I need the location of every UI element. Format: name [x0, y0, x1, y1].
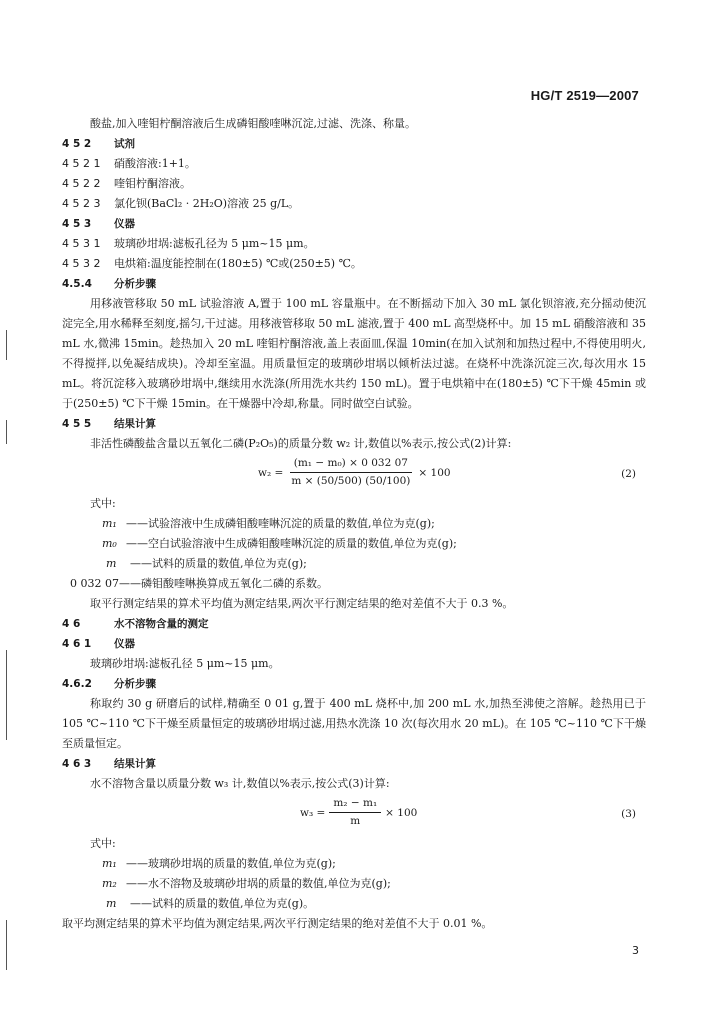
variable-text: ——磷钼酸喹啉换算成五氧化二磷的系数。 — [118, 577, 328, 590]
scan-margin-mark — [6, 650, 7, 740]
clause — [62, 194, 646, 214]
clause — [62, 234, 646, 254]
scan-margin-mark — [6, 330, 7, 360]
section-title: 试剂 — [114, 138, 135, 150]
paragraph: 用移液管移取 50 mL 试验溶液 A,置于 100 mL 容量瓶中。在不断摇动下加入 30 mL 氯化钡溶液,充分摇动使沉淀完全,用水稀释至刻度,摇匀,干过滤。用移液管移取 50 mL 滤液,置于 400 mL 高型烧杯中。加 15 mL 硝酸溶液和 35 mL 水,微沸 15min。趁热加入 20 mL 喹钼柠酮溶液,盖上表面皿,保温 10min(在加入试剂和加热过程中,不得使用明火,不得搅拌,以免凝结成块)。冷却至室温。用质量恒定的玻璃砂坩埚以倾析法过滤。在烧杯中洗涤沉淀三次,每次用水 15 mL。将沉淀移入玻璃砂坩埚中,继续用水洗涤(所用洗水共约 150 mL)。置于电烘箱中在(180±5) ℃下干燥 45min 或于(250±5) ℃下干燥 15min。在干燥器中冷却,称量。同时做空白试验。 — [62, 297, 646, 410]
section-heading — [62, 274, 646, 294]
paragraph: 非活性磷酸盐含量以五氧化二磷(P₂O₅)的质量分数 w₂ 计,数值以%表示,按公式(2)计算: — [90, 437, 512, 450]
section-heading — [62, 414, 646, 434]
equation-number: (3) — [621, 808, 636, 820]
variable-text: ——试料的质量的数值,单位为克(g); — [130, 557, 307, 570]
clause — [62, 174, 646, 194]
paragraph: 取平均测定结果的算术平均值为测定结果,两次平行测定结果的绝对差值不大于 0.01 %。 — [62, 917, 493, 930]
formula-numerator: m₂ − m₁ — [329, 796, 381, 813]
section-number: 4.5.4 — [62, 278, 92, 290]
variable-text: ——空白试验溶液中生成磷钼酸喹啉沉淀的质量的数值,单位为克(g); — [126, 537, 457, 550]
formula-3 — [62, 794, 646, 834]
paragraph: 酸盐,加入喹钼柠酮溶液后生成磷钼酸喹啉沉淀,过滤、洗涤、称量。 — [90, 117, 416, 130]
variable-definition — [62, 894, 646, 914]
variable-definition — [62, 874, 646, 894]
section-number: 4 6 3 — [62, 758, 92, 770]
formula-lhs: w₂ = — [258, 466, 284, 479]
section-title: 结果计算 — [114, 758, 156, 770]
scan-margin-mark — [6, 420, 7, 444]
clause-number: 4 5 2 1 — [62, 157, 101, 170]
section-title: 水不溶物含量的测定 — [114, 618, 209, 630]
formula-numerator: (m₁ − m₀) × 0 032 07 — [290, 456, 412, 473]
formula-lhs: w₃ = — [300, 806, 326, 819]
section-number: 4 5 3 — [62, 218, 92, 230]
clause-number: 4 5 3 2 — [62, 257, 101, 270]
page-number: 3 — [632, 944, 639, 957]
section-title: 结果计算 — [114, 418, 156, 430]
formula-fraction — [329, 796, 381, 829]
section-title: 仪器 — [114, 638, 135, 650]
section-number: 4 6 — [62, 618, 81, 630]
variable-definition — [62, 854, 646, 874]
variable-symbol: 0 032 07 — [70, 577, 119, 590]
clause — [62, 254, 646, 274]
section-number: 4 5 2 — [62, 138, 92, 150]
paragraph: 玻璃砂坩埚:滤板孔径 5 μm~15 μm。 — [90, 657, 280, 670]
formula-rhs: × 100 — [418, 466, 451, 479]
clause-number: 4 5 2 3 — [62, 197, 101, 210]
section-heading — [62, 614, 646, 634]
formula-rhs: × 100 — [385, 806, 418, 819]
variable-text: ——试料的质量的数值,单位为克(g)。 — [130, 897, 315, 910]
section-title: 分析步骤 — [114, 678, 156, 690]
variable-definition — [62, 534, 646, 554]
variable-text: ——玻璃砂坩埚的质量的数值,单位为克(g); — [126, 857, 336, 870]
paragraph: 称取约 30 g 研磨后的试样,精确至 0 01 g,置于 400 mL 烧杯中,加 200 mL 水,加热至沸使之溶解。趁热用已于 105 ℃~110 ℃下干燥至质量恒定的玻璃砂坩埚过滤,用热水洗涤 10 次(每次用水 20 mL)。在 105 ℃~110 ℃下干燥至质量恒定。 — [62, 697, 646, 750]
variable-definition — [62, 574, 646, 594]
document-body — [62, 114, 646, 934]
section-heading — [62, 754, 646, 774]
clause-text: 电烘箱:温度能控制在(180±5) ℃或(250±5) ℃。 — [114, 257, 362, 270]
section-number: 4.6.2 — [62, 678, 92, 690]
variable-symbol: m — [106, 557, 117, 570]
variable-symbol: m₁ — [102, 857, 117, 870]
formula-fraction — [287, 456, 414, 489]
section-number: 4 6 1 — [62, 638, 92, 650]
clause-number: 4 5 3 1 — [62, 237, 101, 250]
section-heading — [62, 674, 646, 694]
formula-denominator: m × (50/500) (50/100) — [291, 475, 411, 487]
paragraph: 取平行测定结果的算术平均值为测定结果,两次平行测定结果的绝对差值不大于 0.3 %。 — [90, 597, 514, 610]
variable-symbol: m₀ — [102, 537, 117, 550]
variable-symbol: m₂ — [102, 877, 117, 890]
clause-text: 喹钼柠酮溶液。 — [114, 177, 191, 190]
formula-2 — [62, 454, 646, 494]
variable-text: ——水不溶物及玻璃砂坩埚的质量的数值,单位为克(g); — [126, 877, 391, 890]
where-label: 式中: — [90, 837, 116, 850]
variable-definition — [62, 514, 646, 534]
clause-text: 硝酸溶液:1+1。 — [114, 157, 196, 170]
section-number: 4 5 5 — [62, 418, 92, 430]
variable-definition — [62, 554, 646, 574]
section-heading — [62, 634, 646, 654]
scan-margin-mark — [6, 920, 7, 970]
clause-number: 4 5 2 2 — [62, 177, 101, 190]
where-label: 式中: — [90, 497, 116, 510]
standard-code: HG/T 2519—2007 — [530, 88, 639, 103]
equation-number: (2) — [621, 468, 636, 480]
clause-text: 玻璃砂坩埚:滤板孔径为 5 μm~15 μm。 — [114, 237, 315, 250]
paragraph: 水不溶物含量以质量分数 w₃ 计,数值以%表示,按公式(3)计算: — [90, 777, 390, 790]
section-title: 分析步骤 — [114, 278, 156, 290]
section-title: 仪器 — [114, 218, 135, 230]
clause — [62, 154, 646, 174]
formula-denominator: m — [350, 815, 361, 827]
clause-text: 氯化钡(BaCl₂ · 2H₂O)溶液 25 g/L。 — [114, 197, 300, 210]
section-heading — [62, 134, 646, 154]
variable-symbol: m — [106, 897, 117, 910]
section-heading — [62, 214, 646, 234]
variable-symbol: m₁ — [102, 517, 117, 530]
variable-text: ——试验溶液中生成磷钼酸喹啉沉淀的质量的数值,单位为克(g); — [126, 517, 435, 530]
